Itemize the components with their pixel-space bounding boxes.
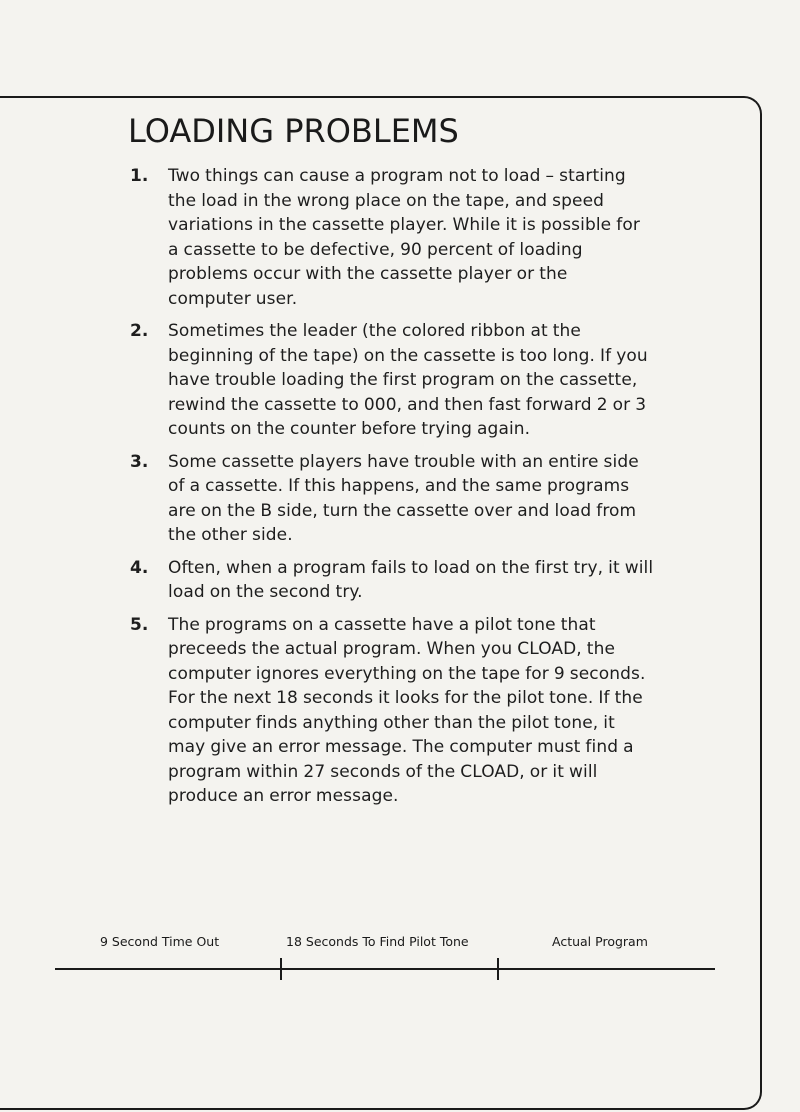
step-text: The programs on a cassette have a pilot tone that preceeds the actual program. When you CLOAD, the computer ignores everything on the tape for 9 seconds. For the next 18 seconds it looks for the pilot tone. If the computer finds anything other than the pilot tone, it may give an error message. The computer must find a program within 27 seconds of the CLOAD, or it will produce an error message. (168, 614, 646, 806)
step-number: 1. (130, 166, 149, 186)
page-title: LOADING PROBLEMS (128, 112, 459, 150)
list-item (130, 450, 655, 548)
timing-diagram (0, 920, 800, 990)
timeline-label-time-out: 9 Second Time Out (100, 934, 220, 949)
step-text: Often, when a program fails to load on the first try, it will load on the second try. (168, 557, 654, 602)
step-number: 5. (130, 614, 149, 635)
loading-steps-list (130, 164, 655, 817)
step-text: Sometimes the leader (the colored ribbon at the beginning of the tape) on the cassette is too long. If you have trouble loading the first program on the cassette, rewind the cassette to 000, and then fast forward 2 or 3 counts on the counter before trying again. (168, 321, 648, 439)
step-number: 3. (130, 451, 149, 472)
list-item (130, 164, 655, 311)
step-text: Two things can cause a program not to load – starting the load in the wrong place on the tape, and speed variations in the cassette player. While it is possible for a cassette to be defective, 90 percent of loading problems occur with the cassette player or the computer user. (168, 166, 640, 309)
timeline-tick-9s (280, 958, 282, 980)
timeline-axis (55, 968, 715, 970)
timeline-label-pilot-tone: 18 Seconds To Find Pilot Tone (286, 934, 469, 949)
list-item (130, 319, 655, 442)
timeline-tick-27s (497, 958, 499, 980)
step-number: 4. (130, 557, 149, 578)
step-number: 2. (130, 321, 149, 341)
list-item (130, 613, 655, 809)
step-text: Some cassette players have trouble with an entire side of a cassette. If this happens, and the same programs are on the B side, turn the cassette over and load from the other side. (168, 451, 639, 545)
timeline-label-actual-program: Actual Program (552, 934, 648, 949)
list-item (130, 556, 655, 605)
